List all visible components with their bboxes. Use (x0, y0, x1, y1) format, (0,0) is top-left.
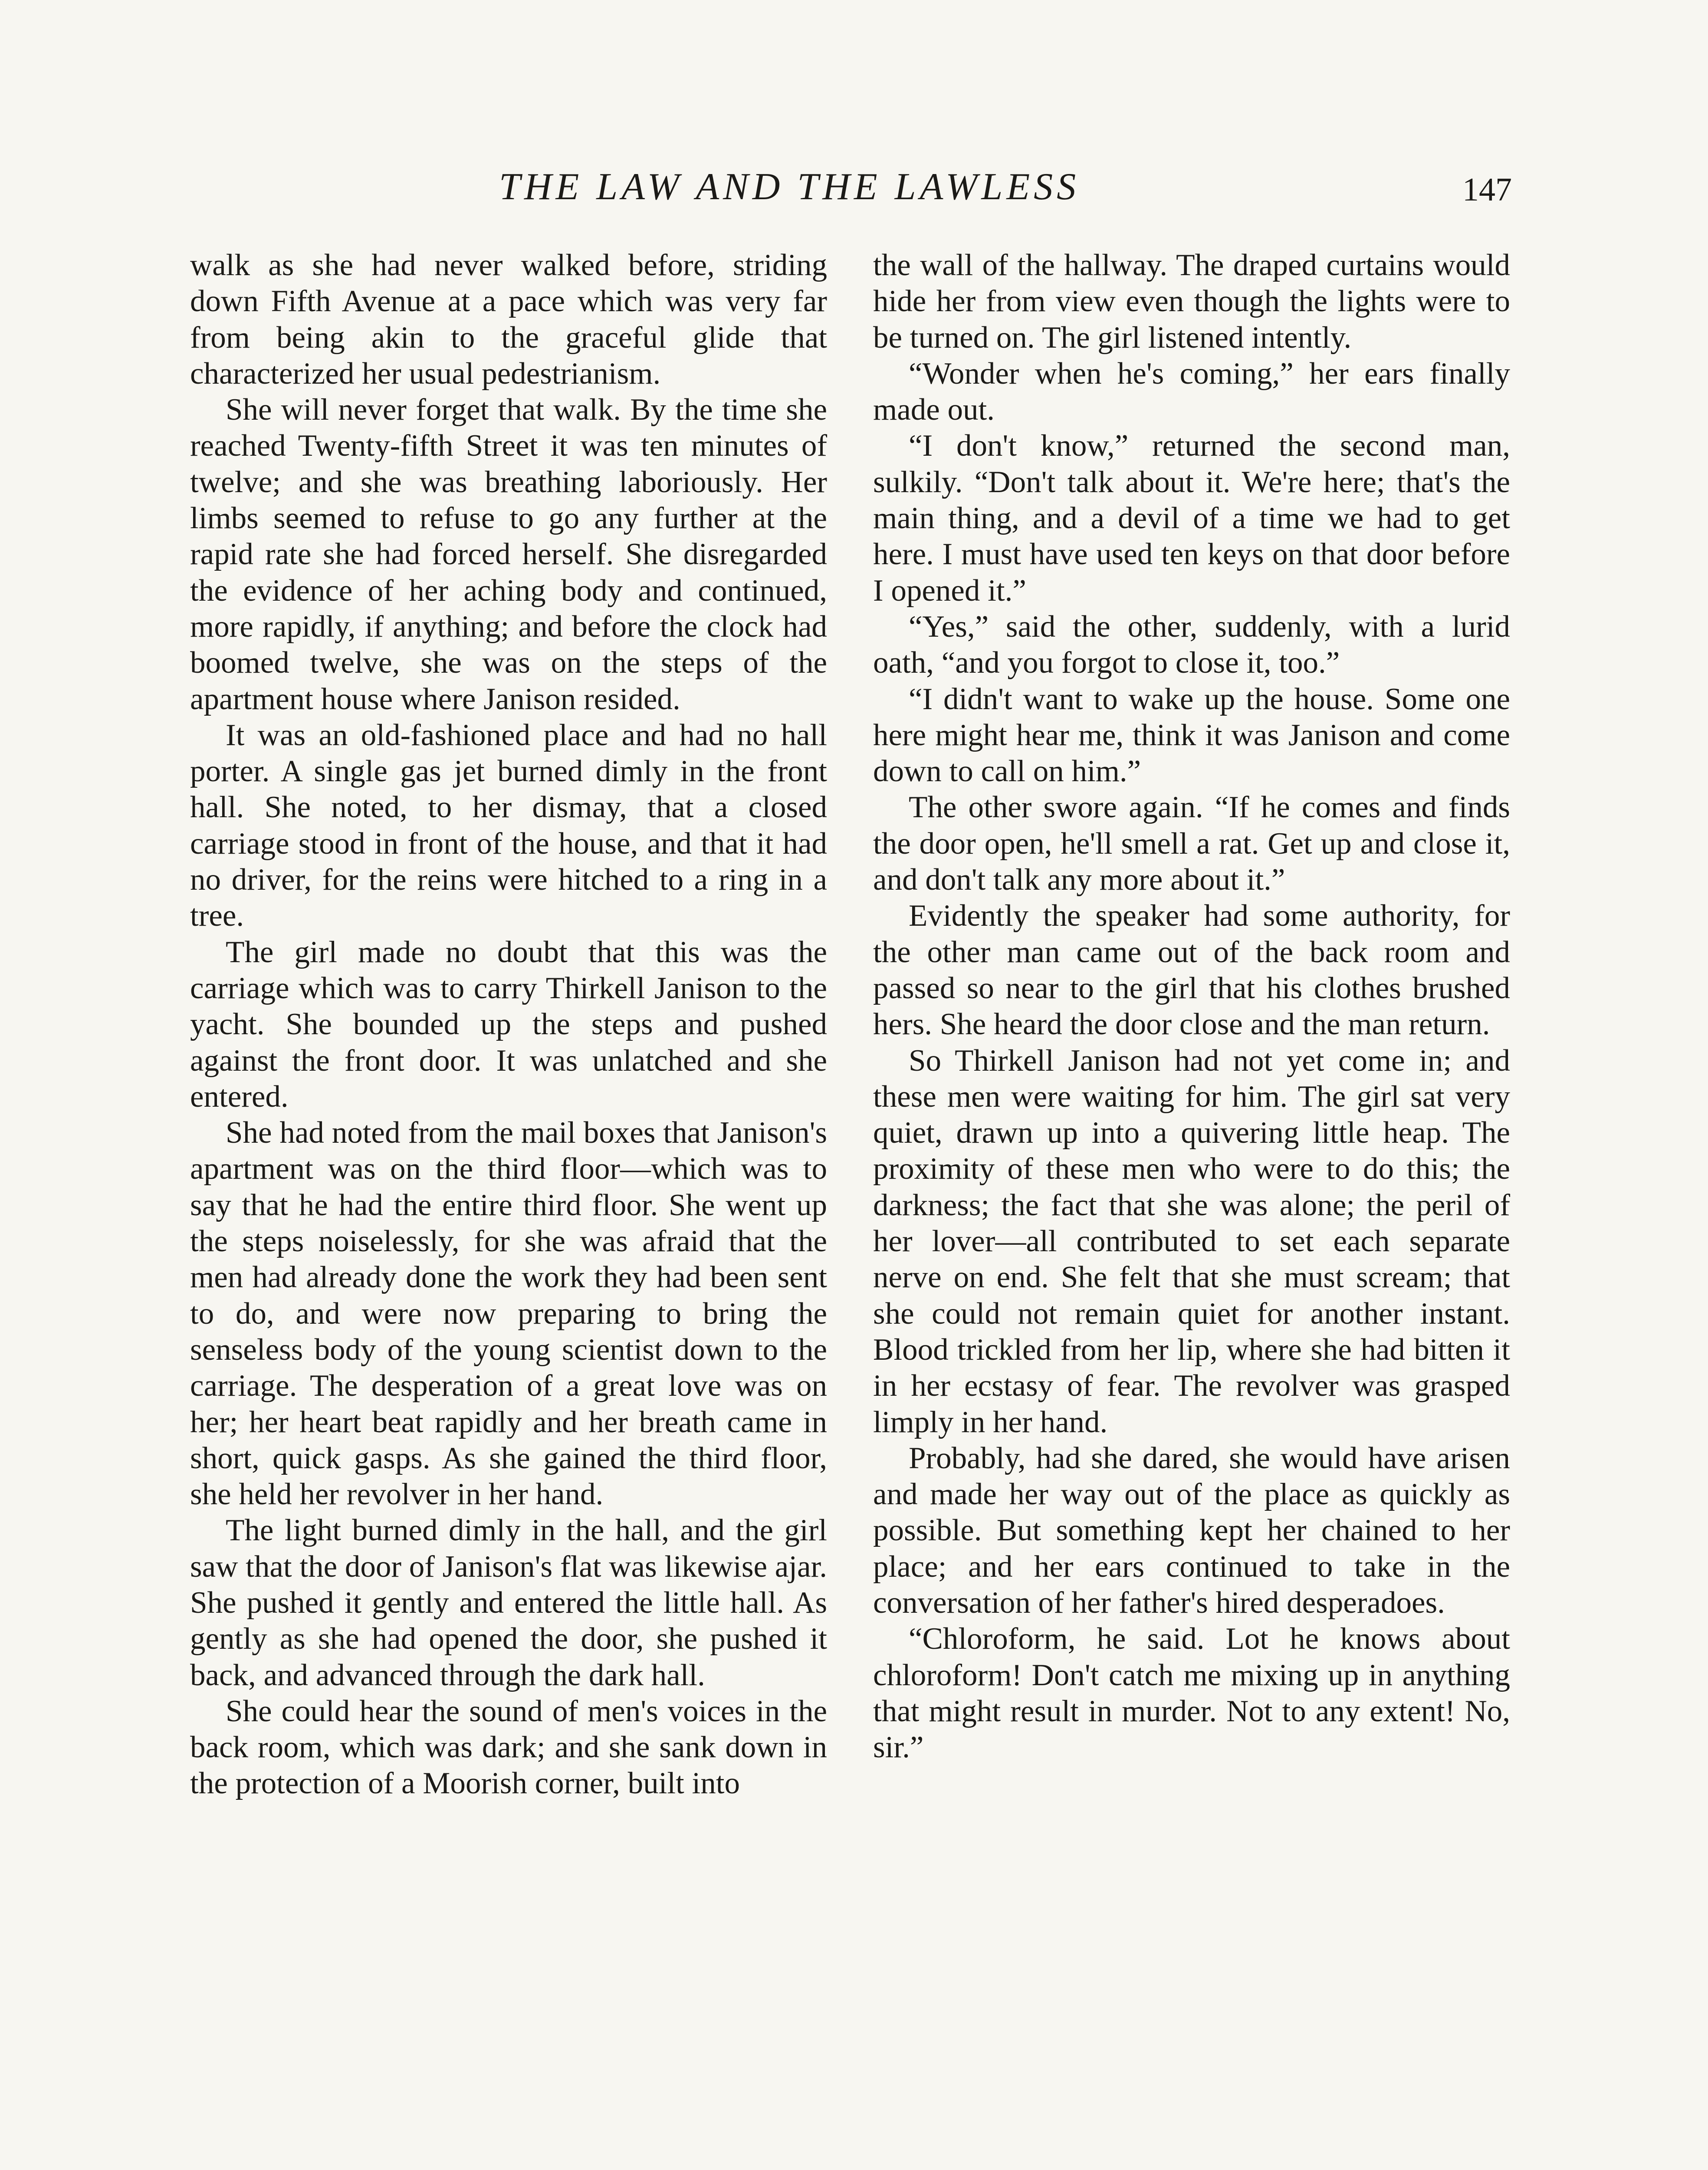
running-title: THE LAW AND THE LAWLESS (499, 166, 1080, 208)
paragraph: “Chloroform, he said. Lot he knows about chloroform! Don't catch me mixing up in anything that might result in murder. Not to any extent! No, sir.” (873, 1622, 1510, 1765)
paragraph: She had noted from the mail boxes that Janison's apartment was on the third floor—which was to say that he had the entire third floor. She went up the steps noiselessly, for she was afraid that the men had already done the work they had been sent to do, and were now preparing to bring the senseless body of the young scientist down to the carriage. The desperation of a great love was on her; her heart beat rapidly and her breath came in short, quick gasps. As she gained the third floor, she held her revolver in her hand. (190, 1116, 827, 1512)
paragraph: The girl made no doubt that this was the carriage which was to carry Thirkell Janison to the yacht. She bounded up the steps and pushed against the front door. It was unlatched and she entered. (190, 935, 827, 1114)
paragraph: Evidently the speaker had some authority, for the other man came out of the back room and passed so near to the girl that his clothes brushed hers. She heard the door close and the man return. (873, 899, 1510, 1042)
left-text-column (190, 247, 827, 1802)
paragraph: The other swore again. “If he comes and finds the door open, he'll smell a rat. Get up and close it, and don't talk any more about it.” (873, 790, 1510, 897)
paragraph: walk as she had never walked before, striding down Fifth Avenue at a pace which was very far from being akin to the graceful glide that characterized her usual pedestrianism. (190, 248, 827, 391)
paragraph: “Yes,” said the other, suddenly, with a lurid oath, “and you forgot to close it, too.” (873, 609, 1510, 680)
paragraph: It was an old-fashioned place and had no hall porter. A single gas jet burned dimly in the front hall. She noted, to her dismay, that a closed carriage stood in front of the house, and that it had no driver, for the reins were hitched to a ring in a tree. (190, 718, 827, 933)
paragraph: The light burned dimly in the hall, and the girl saw that the door of Janison's flat was likewise ajar. She pushed it gently and entered the little hall. As gently as she had opened the door, she pushed it back, and advanced through the dark hall. (190, 1513, 827, 1692)
paragraph: “I don't know,” returned the second man, sulkily. “Don't talk about it. We're here; that's the main thing, and a devil of a time we had to get here. I must have used ten keys on that door before I opened it.” (873, 429, 1510, 608)
paragraph: “I didn't want to wake up the house. Some one here might hear me, think it was Janison and come down to call on him.” (873, 682, 1510, 789)
paragraph: “Wonder when he's coming,” her ears finally made out. (873, 356, 1510, 427)
right-text-column (873, 247, 1510, 1766)
paragraph: She will never forget that walk. By the time she reached Twenty-fifth Street it was ten minutes of twelve; and she was breathing laboriously. Her limbs seemed to refuse to go any further at the rapid rate she had forced herself. She disregarded the evidence of her aching body and continued, more rapidly, if anything; and before the clock had boomed twelve, she was on the steps of the apartment house where Janison resided. (190, 393, 827, 716)
paragraph: Probably, had she dared, she would have arisen and made her way out of the place as quickly as possible. But something kept her chained to her place; and her ears continued to take in the conversation of her father's hired desperadoes. (873, 1441, 1510, 1620)
page-number: 147 (1462, 171, 1512, 208)
paragraph: the wall of the hallway. The draped curtains would hide her from view even though the lights were to be turned on. The girl listened intently. (873, 248, 1510, 355)
paragraph: So Thirkell Janison had not yet come in; and these men were waiting for him. The girl sat very quiet, drawn up into a quivering little heap. The proximity of these men who were to do this; the darkness; the fact that she was alone; the peril of her lover—all contributed to set each separate nerve on end. She felt that she must scream; that she could not remain quiet for another instant. Blood trickled from her lip, where she had bitten it in her ecstasy of fear. The revolver was grasped limply in her hand. (873, 1043, 1510, 1439)
paragraph: She could hear the sound of men's voices in the back room, which was dark; and she sank down in the protection of a Moorish corner, built into (190, 1694, 827, 1801)
